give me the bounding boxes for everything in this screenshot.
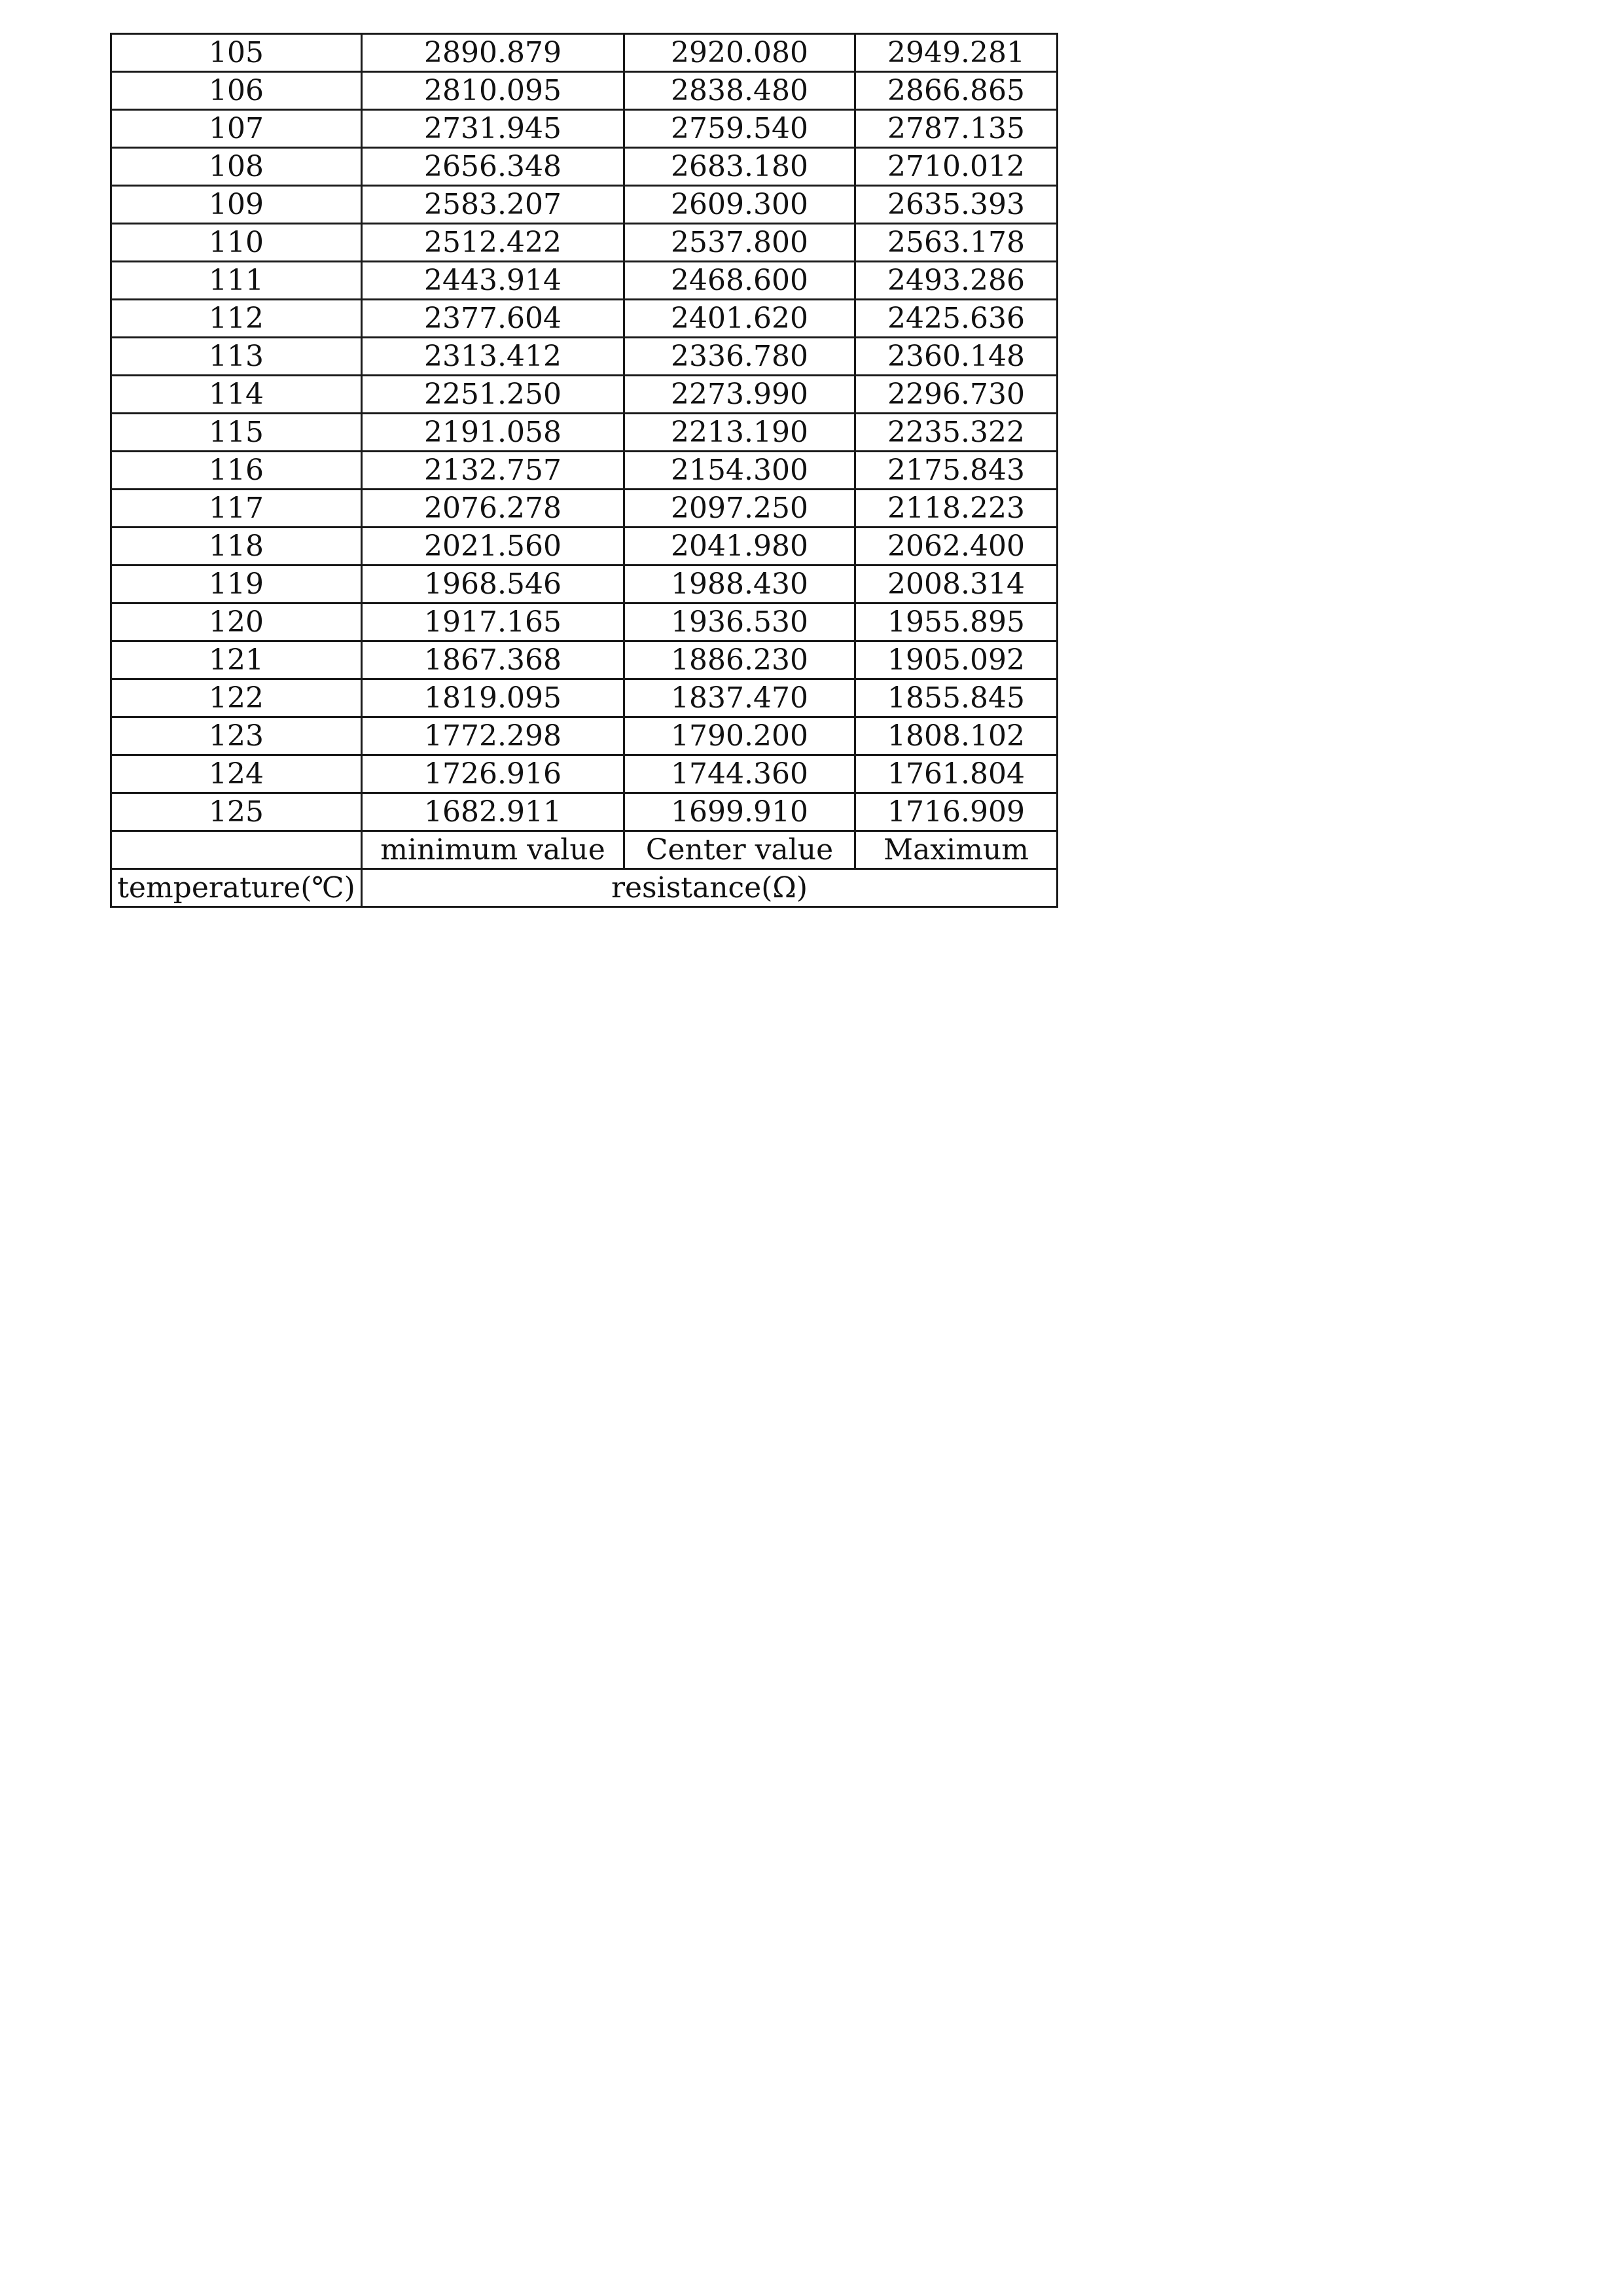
table-row	[111, 338, 1058, 376]
center-cell: 1699.910	[624, 793, 855, 831]
maximum-cell: 2360.148	[855, 338, 1058, 376]
subheader-minimum-value: minimum value	[362, 831, 624, 869]
center-cell: 2213.190	[624, 414, 855, 452]
minimum-cell: 1682.911	[362, 793, 624, 831]
temperature-cell: 124	[111, 755, 362, 793]
temperature-cell: 106	[111, 72, 362, 110]
temperature-label: temperature(℃)	[111, 869, 362, 907]
minimum-cell: 2731.945	[362, 110, 624, 148]
table-row	[111, 452, 1058, 490]
maximum-cell: 2118.223	[855, 490, 1058, 528]
center-cell: 2537.800	[624, 224, 855, 262]
temperature-cell: 122	[111, 679, 362, 717]
maximum-cell: 2425.636	[855, 300, 1058, 338]
minimum-cell: 2251.250	[362, 376, 624, 414]
table-row	[111, 641, 1058, 679]
table-row	[111, 414, 1058, 452]
minimum-cell: 2132.757	[362, 452, 624, 490]
minimum-cell: 2313.412	[362, 338, 624, 376]
maximum-cell: 1855.845	[855, 679, 1058, 717]
temperature-cell: 115	[111, 414, 362, 452]
subheader-maximum: Maximum	[855, 831, 1058, 869]
minimum-cell: 2810.095	[362, 72, 624, 110]
temperature-cell: 116	[111, 452, 362, 490]
resistance-label: resistance(Ω)	[362, 869, 1058, 907]
table-row	[111, 148, 1058, 186]
temperature-cell: 121	[111, 641, 362, 679]
center-cell: 2759.540	[624, 110, 855, 148]
temperature-cell: 118	[111, 528, 362, 565]
table-row	[111, 793, 1058, 831]
minimum-cell: 1819.095	[362, 679, 624, 717]
center-cell: 1886.230	[624, 641, 855, 679]
table-row	[111, 679, 1058, 717]
maximum-cell: 2635.393	[855, 186, 1058, 224]
resistance-temperature-table	[110, 33, 1058, 908]
maximum-cell: 1808.102	[855, 717, 1058, 755]
table-row	[111, 565, 1058, 603]
maximum-cell: 1955.895	[855, 603, 1058, 641]
minimum-cell: 1867.368	[362, 641, 624, 679]
subheader-blank-cell	[111, 831, 362, 869]
temperature-cell: 114	[111, 376, 362, 414]
maximum-cell: 1761.804	[855, 755, 1058, 793]
center-cell: 1988.430	[624, 565, 855, 603]
temperature-cell: 111	[111, 262, 362, 300]
temperature-cell: 125	[111, 793, 362, 831]
subheader-row	[111, 831, 1058, 869]
maximum-cell: 2296.730	[855, 376, 1058, 414]
minimum-cell: 2583.207	[362, 186, 624, 224]
maximum-cell: 2787.135	[855, 110, 1058, 148]
minimum-cell: 2890.879	[362, 34, 624, 72]
temperature-cell: 109	[111, 186, 362, 224]
table-row	[111, 300, 1058, 338]
center-cell: 2683.180	[624, 148, 855, 186]
center-cell: 2041.980	[624, 528, 855, 565]
table-row	[111, 186, 1058, 224]
center-cell: 2401.620	[624, 300, 855, 338]
center-cell: 2154.300	[624, 452, 855, 490]
table-row	[111, 224, 1058, 262]
center-cell: 2609.300	[624, 186, 855, 224]
temperature-cell: 108	[111, 148, 362, 186]
table-row	[111, 34, 1058, 72]
maximum-cell: 2866.865	[855, 72, 1058, 110]
temperature-cell: 105	[111, 34, 362, 72]
table-row	[111, 755, 1058, 793]
center-cell: 2097.250	[624, 490, 855, 528]
minimum-cell: 2656.348	[362, 148, 624, 186]
temperature-cell: 110	[111, 224, 362, 262]
minimum-cell: 1968.546	[362, 565, 624, 603]
temperature-cell: 123	[111, 717, 362, 755]
temperature-cell: 120	[111, 603, 362, 641]
resistance-temperature-table-container	[110, 33, 1058, 908]
maximum-cell: 2493.286	[855, 262, 1058, 300]
minimum-cell: 1772.298	[362, 717, 624, 755]
minimum-cell: 1917.165	[362, 603, 624, 641]
table-row	[111, 376, 1058, 414]
center-cell: 2838.480	[624, 72, 855, 110]
center-cell: 2336.780	[624, 338, 855, 376]
table-row	[111, 717, 1058, 755]
temperature-cell: 112	[111, 300, 362, 338]
minimum-cell: 2076.278	[362, 490, 624, 528]
maximum-cell: 2949.281	[855, 34, 1058, 72]
temperature-cell: 107	[111, 110, 362, 148]
minimum-cell: 2021.560	[362, 528, 624, 565]
center-cell: 2273.990	[624, 376, 855, 414]
center-cell: 2920.080	[624, 34, 855, 72]
maximum-cell: 2235.322	[855, 414, 1058, 452]
center-cell: 2468.600	[624, 262, 855, 300]
maximum-cell: 2563.178	[855, 224, 1058, 262]
maximum-cell: 1905.092	[855, 641, 1058, 679]
minimum-cell: 2443.914	[362, 262, 624, 300]
table-row	[111, 72, 1058, 110]
subheader-center-value: Center value	[624, 831, 855, 869]
center-cell: 1790.200	[624, 717, 855, 755]
table-row	[111, 490, 1058, 528]
maximum-cell: 2062.400	[855, 528, 1058, 565]
temperature-cell: 113	[111, 338, 362, 376]
center-cell: 1837.470	[624, 679, 855, 717]
table-row	[111, 603, 1058, 641]
maximum-cell: 2008.314	[855, 565, 1058, 603]
center-cell: 1744.360	[624, 755, 855, 793]
maximum-cell: 2710.012	[855, 148, 1058, 186]
center-cell: 1936.530	[624, 603, 855, 641]
minimum-cell: 1726.916	[362, 755, 624, 793]
footer-row	[111, 869, 1058, 907]
minimum-cell: 2377.604	[362, 300, 624, 338]
table-body	[111, 34, 1058, 907]
table-row	[111, 110, 1058, 148]
table-row	[111, 528, 1058, 565]
maximum-cell: 1716.909	[855, 793, 1058, 831]
minimum-cell: 2512.422	[362, 224, 624, 262]
minimum-cell: 2191.058	[362, 414, 624, 452]
maximum-cell: 2175.843	[855, 452, 1058, 490]
table-row	[111, 262, 1058, 300]
temperature-cell: 117	[111, 490, 362, 528]
temperature-cell: 119	[111, 565, 362, 603]
